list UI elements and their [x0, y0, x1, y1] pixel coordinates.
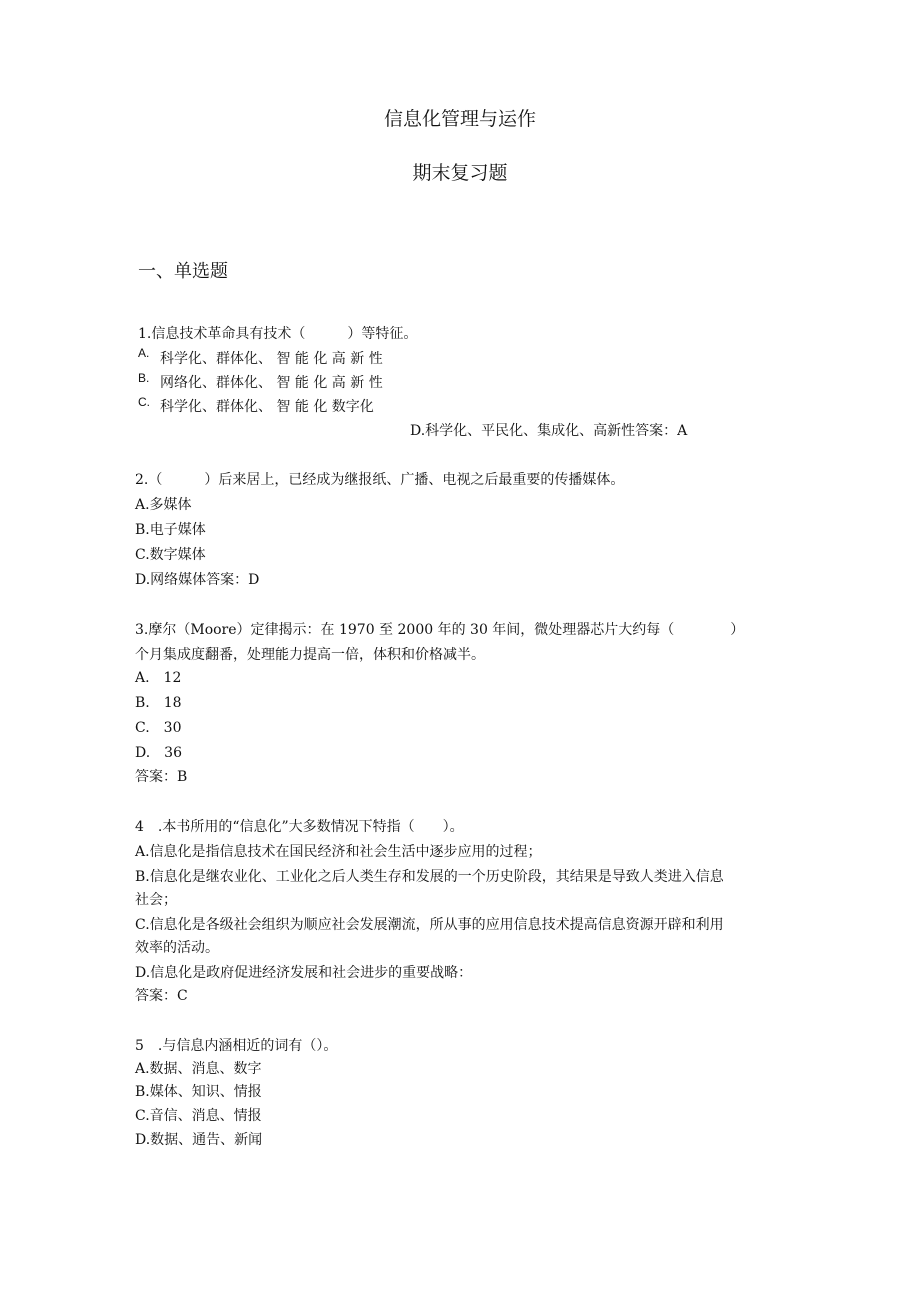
question-2-option-a: A.多媒体	[135, 497, 192, 513]
question-5-option-c: C.音信、消息、情报	[135, 1108, 262, 1124]
question-1-option-b: 网络化、群体化、 智 能 化 高 新 性	[160, 375, 383, 391]
question-1-stem: 1.信息技术革命具有技术（ ）等特征。	[138, 326, 418, 342]
question-4-option-b-line-2: 社会；	[135, 892, 177, 908]
question-4-option-c-line-1: C.信息化是各级社会组织为顺应社会发展潮流，所从事的应用信息技术提高信息资源开辟和利用	[135, 917, 724, 933]
question-1-option-a: 科学化、群体化、 智 能 化 高 新 性	[160, 351, 383, 367]
question-4-option-d: D.信息化是政府促进经济发展和社会进步的重要战略：	[135, 965, 473, 981]
question-3-stem-line-1: 3.摩尔（Moore）定律揭示：在 1970 至 2000 年的 30 年间，微处理器芯片大约每（ ）	[135, 622, 745, 638]
question-1-option-a-letter: A.	[138, 346, 150, 360]
question-2-option-b: B.电子媒体	[135, 522, 206, 538]
question-5-stem: 5 .与信息内涵相近的词有（）。	[135, 1038, 338, 1054]
question-3-answer: 答案：B	[135, 769, 188, 785]
question-1-option-d: D.科学化、平民化、集成化、高新性答案：A	[410, 423, 688, 439]
question-5-option-a: A.数据、消息、数字	[135, 1061, 262, 1077]
question-4-option-a: A.信息化是指信息技术在国民经济和社会生活中逐步应用的过程；	[135, 844, 542, 860]
question-2-option-c: C.数字媒体	[135, 547, 206, 563]
question-1-option-b-letter: B.	[138, 371, 150, 385]
question-1-option-c: 科学化、群体化、 智 能 化 数字化	[160, 399, 374, 415]
question-1-option-c-letter: C.	[138, 395, 150, 409]
question-4-option-c-line-2: 效率的活动。	[135, 940, 219, 956]
document-subtitle: 期末复习题	[412, 162, 508, 184]
question-2-option-d: D.网络媒体答案：D	[135, 572, 260, 588]
question-3-option-b: B. 18	[135, 695, 182, 711]
question-4-stem: 4 .本书所用的“信息化”大多数情况下特指（ ）。	[135, 819, 464, 835]
question-5-option-d: D.数据、通告、新闻	[135, 1132, 263, 1148]
question-4-answer: 答案：C	[135, 988, 188, 1004]
question-3-stem-line-2: 个月集成度翻番，处理能力提高一倍，体积和价格减半。	[135, 647, 485, 663]
question-2-stem: 2.（ ）后来居上，已经成为继报纸、广播、电视之后最重要的传播媒体。	[135, 472, 625, 488]
question-5-option-b: B.媒体、知识、情报	[135, 1084, 262, 1100]
section-heading: 一、单选题	[138, 261, 228, 282]
question-4-option-b-line-1: B.信息化是继农业化、工业化之后人类生存和发展的一个历史阶段，其结果是导致人类进入信息	[135, 869, 724, 885]
question-3-option-d: D. 36	[135, 745, 182, 761]
question-3-option-a: A. 12	[135, 670, 182, 686]
document-title: 信息化管理与运作	[383, 108, 536, 130]
question-3-option-c: C. 30	[135, 720, 182, 736]
